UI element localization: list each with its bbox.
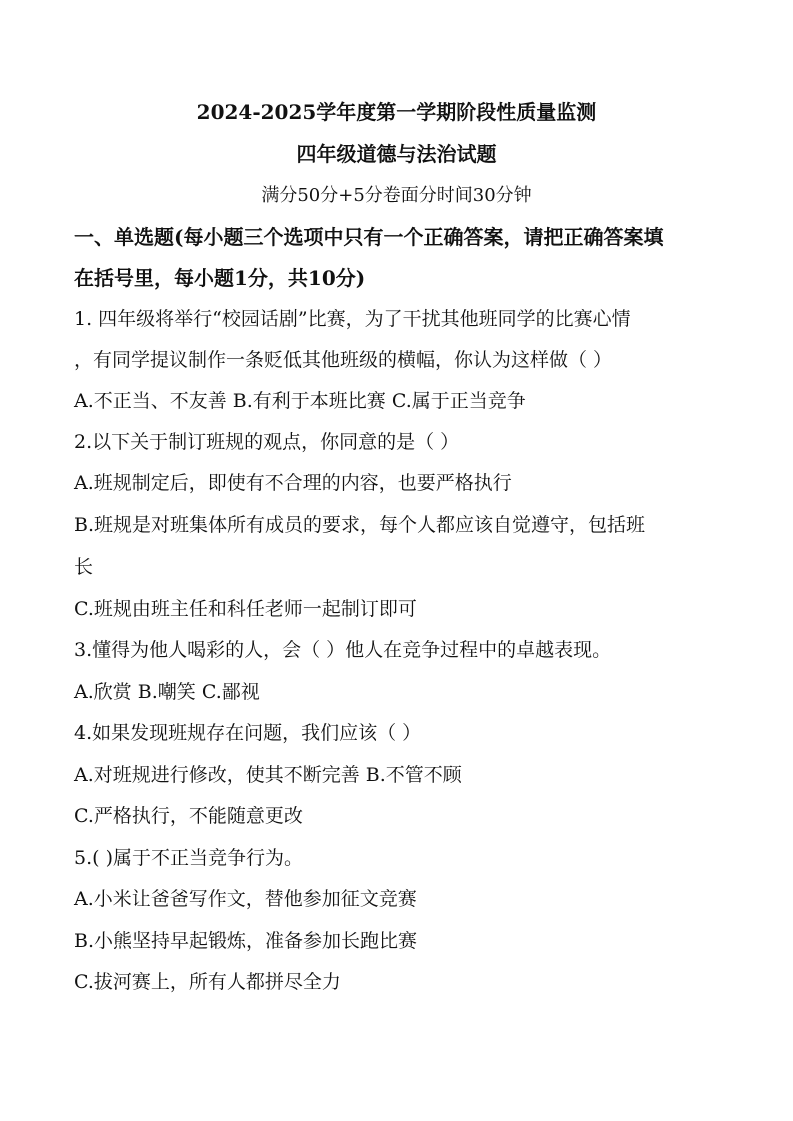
question-4-options-a-b: A.对班规进行修改，使其不断完善 B.不管不顾 [74,764,462,786]
question-5-stem: 5.( )属于不正当竞争行为。 [74,847,303,869]
question-1-stem-line-2: ，有同学提议制作一条贬低其他班级的横幅，你认为这样做（ ） [74,349,613,371]
question-3-stem: 3.懂得为他人喝彩的人，会（ ）他人在竞争过程中的卓越表现。 [74,639,612,661]
question-3-options: A.欣赏 B.嘲笑 C.鄙视 [74,681,260,703]
question-4-option-c: C.严格执行，不能随意更改 [74,805,303,827]
question-4-stem: 4.如果发现班规存在问题，我们应该（ ） [74,722,422,744]
question-1-stem-line-1: 1. 四年级将举行“校园话剧”比赛，为了干扰其他班同学的比赛心情 [74,308,631,330]
section-heading-line-2: 在括号里，每小题1分，共10分) [74,266,366,290]
section-heading-line-1: 一、单选题(每小题三个选项中只有一个正确答案，请把正确答案填 [74,225,664,249]
question-2-option-b-line-2: 长 [74,556,94,578]
exam-title-line-2: 四年级道德与法治试题 [296,142,497,166]
exam-subtitle: 满分50分+5分卷面分时间30分钟 [261,185,532,206]
question-2-stem: 2.以下关于制订班规的观点，你同意的是（ ） [74,431,460,453]
question-2-option-c: C.班规由班主任和科任老师一起制订即可 [74,598,417,620]
question-2-option-a: A.班规制定后，即使有不合理的内容，也要严格执行 [74,472,512,494]
question-5-option-b: B.小熊坚持早起锻炼，准备参加长跑比赛 [74,930,418,952]
question-5-option-a: A.小米让爸爸写作文，替他参加征文竞赛 [74,888,417,910]
question-1-options: A.不正当、不友善 B.有利于本班比赛 C.属于正当竞争 [74,390,526,412]
question-2-option-b-line-1: B.班规是对班集体所有成员的要求，每个人都应该自觉遵守，包括班 [74,514,646,536]
question-5-option-c: C.拔河赛上，所有人都拼尽全力 [74,971,341,993]
exam-title-line-1: 2024-2025学年度第一学期阶段性质量监测 [196,100,597,124]
